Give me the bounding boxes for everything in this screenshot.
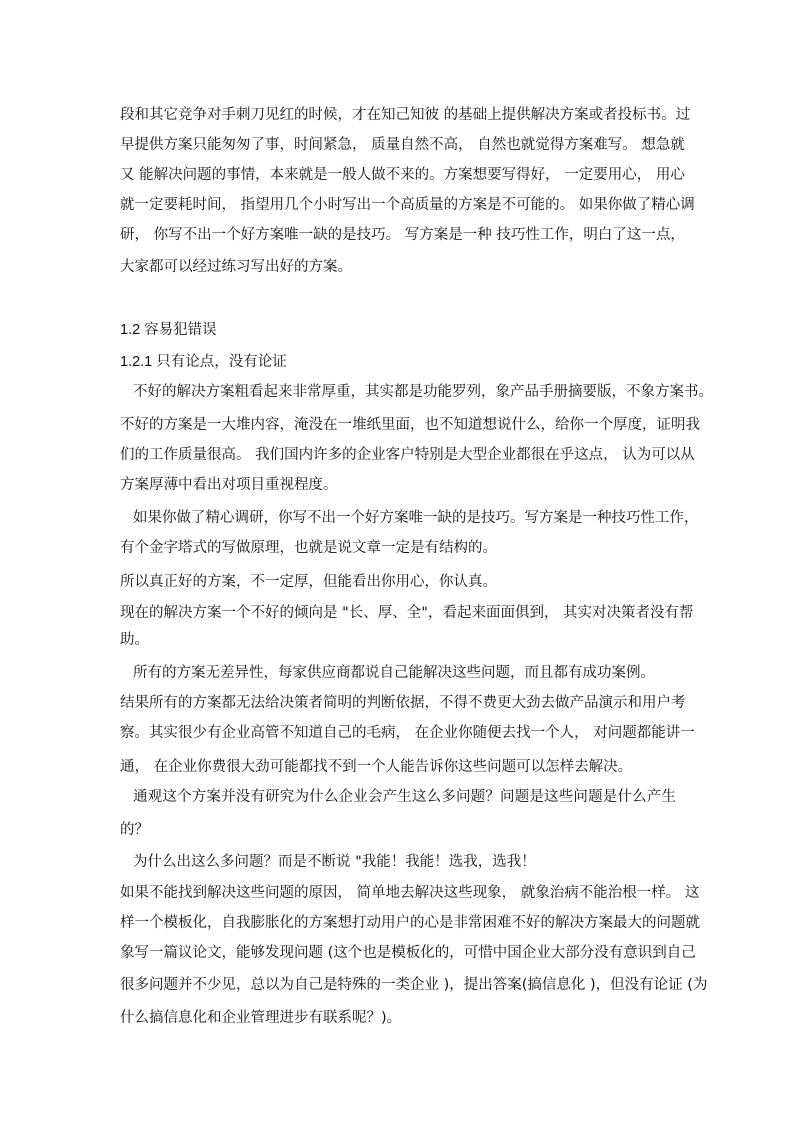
body-line: 现在的解决方案一个不好的倾向是 "长、厚、全"，看起来面面俱到， 其实对决策者没有帮 <box>120 605 694 621</box>
intro-line: 研， 你写不出一个好方案唯一缺的是技巧。 写方案是一种 技巧性工作，明白了这一点， <box>120 227 685 243</box>
body-line: 很多问题并不少见，总以为自己是特殊的一类企业 )，提出答案(搞信息化 )，但没有论证 (为 <box>120 977 708 993</box>
body-line: 不好的方案是一大堆内容，淹没在一堆纸里面，也不知道想说什么，给你一个厚度，证明我 <box>120 417 700 433</box>
body-line: 通， 在企业你费很大劲可能都找不到一个人能告诉你这些问题可以怎样去解决。 <box>120 759 633 775</box>
intro-line: 就一定要耗时间， 指望用几个小时写出一个高质量的方案是不可能的。 如果你做了精心调 <box>120 197 695 213</box>
body-line: 结果所有的方案都无法给决策者简明的判断依据，不得不费更大劲去做产品演示和用户考 <box>120 695 686 711</box>
intro-line: 早提供方案只能匆匆了事，时间紧急， 质量自然不高， 自然也就觉得方案难写。 想急就 <box>120 137 685 153</box>
body-line: 样一个模板化，自我膨胀化的方案想打动用户的心是非常困难不好的解决方案最大的问题就 <box>120 915 700 931</box>
body-line: 象写一篇议论文，能够发现问题 (这个也是模板化的，可惜中国企业大部分没有意识到自己 <box>120 945 696 961</box>
body-line: 如果不能找到解决这些问题的原因， 简单地去解决这些现象， 就象治病不能治根一样。 这 <box>120 885 700 901</box>
body-line: 不好的解决方案粗看起来非常厚重，其实都是功能罗列，象产品手册摘要版，不象方案书。 <box>133 384 713 400</box>
body-line: 方案厚薄中看出对项目重视程度。 <box>120 477 338 493</box>
body-line: 什么搞信息化和企业管理进步有联系呢？)。 <box>120 1010 402 1026</box>
intro-line: 又 能解决问题的事情，本来就是一般人做不来的。方案想要写得好， 一定要用心， 用心 <box>120 167 685 183</box>
body-line: 察。其实很少有企业高管不知道自己的毛病， 在企业你随便去找一个人， 对问题都能讲一 <box>120 725 695 741</box>
subsection-heading: 1.2.1 只有论点，没有论证 <box>120 354 287 370</box>
body-line: 通观这个方案并没有研究为什么企业会产生这么多问题？问题是这些问题是什么产生 <box>133 789 676 805</box>
body-line: 助。 <box>120 632 149 648</box>
body-line: 的？ <box>120 822 149 838</box>
body-line: 如果你做了精心调研，你写不出一个好方案唯一缺的是技巧。写方案是一种技巧性工作， <box>133 510 699 526</box>
intro-line: 大家都可以经过练习写出好的方案。 <box>120 259 352 275</box>
body-line: 有个金字塔式的写做原理，也就是说文章一定是有结构的。 <box>120 540 497 556</box>
body-line: 所以真正好的方案，不一定厚，但能看出你用心，你认真。 <box>120 574 497 590</box>
body-line: 们的工作质量很高。 我们国内许多的企业客户特别是大型企业都很在乎这点， 认为可以从 <box>120 447 695 463</box>
body-line: 所有的方案无差异性，每家供应商都说自己能解决这些问题，而且都有成功案例。 <box>133 665 655 681</box>
body-line: 为什么出这么多问题？而是不断说 "我能！我能！选我，选我！ <box>133 854 536 870</box>
intro-line: 段和其它竞争对手刺刀见红的时候，才在知己知彼 的基础上提供解决方案或者投标书。过 <box>120 107 691 123</box>
section-heading: 1.2 容易犯错误 <box>120 322 217 338</box>
